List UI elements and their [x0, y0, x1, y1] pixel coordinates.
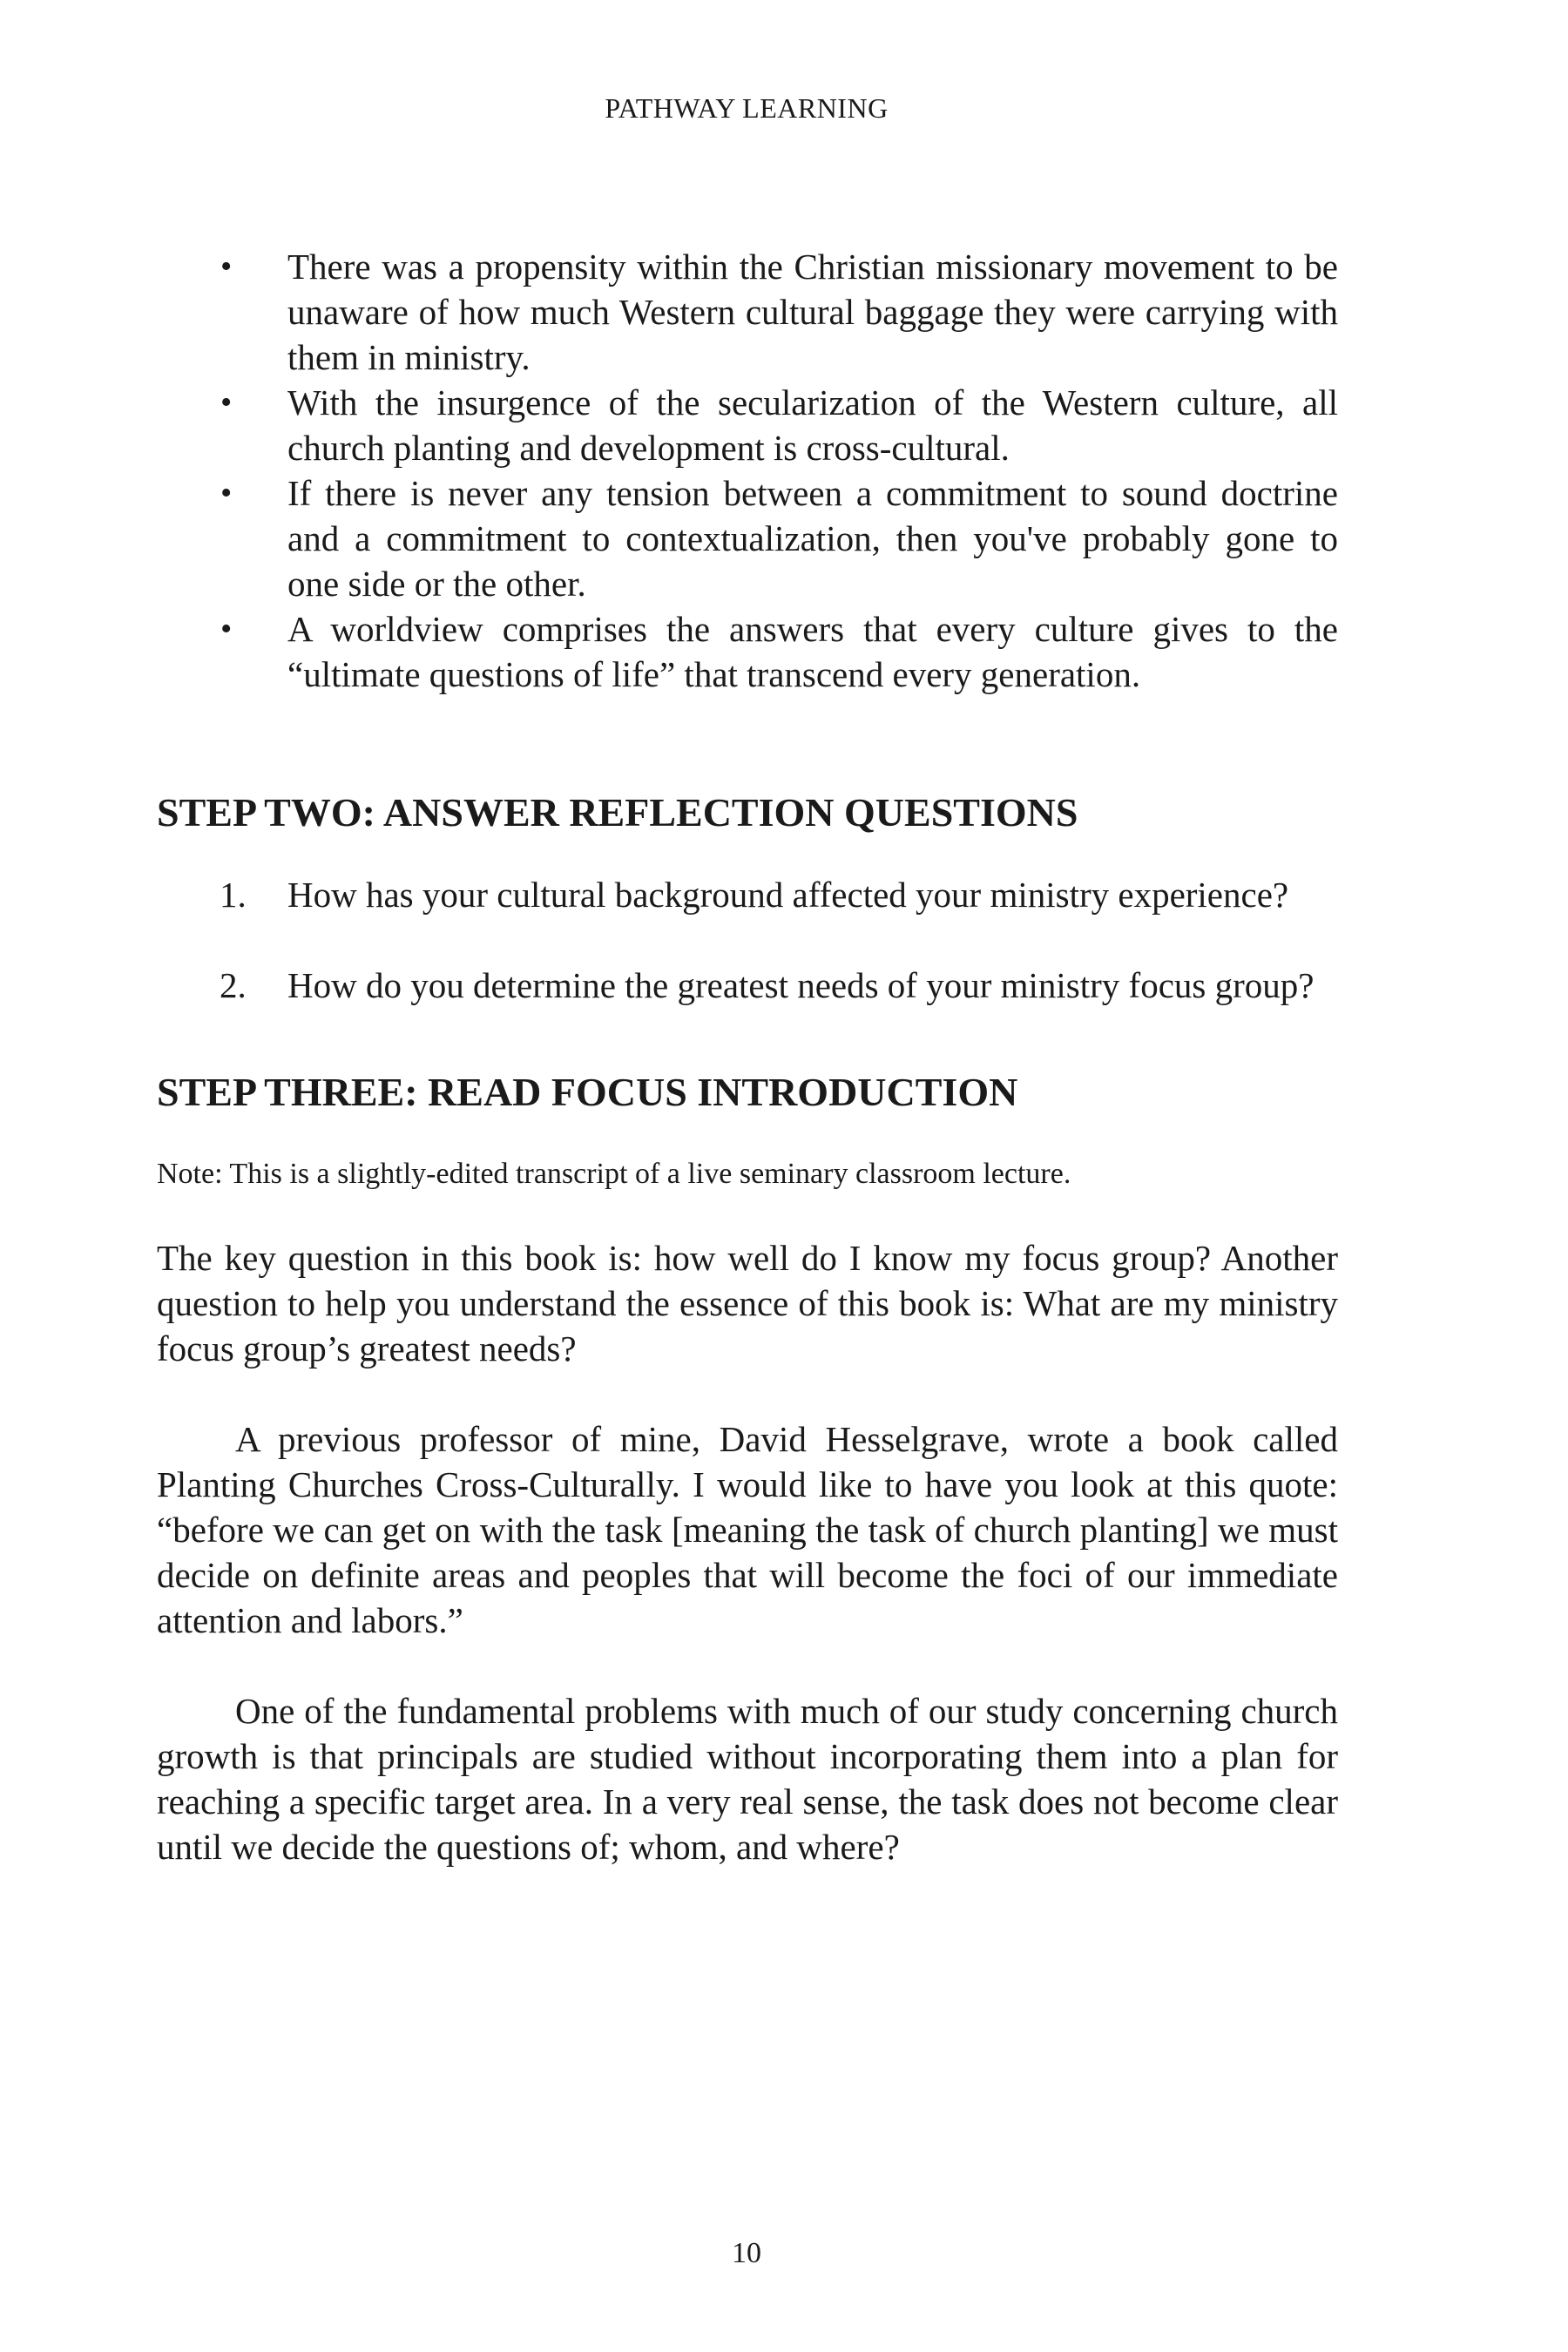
bullet-item	[157, 470, 1338, 606]
bullet-text: A worldview comprises the answers that every culture gives to the “ultimate questions of life” that transcend every generation.	[287, 609, 1338, 694]
bullet-icon: •	[220, 611, 233, 647]
page-number: 10	[732, 2237, 761, 2269]
summary-bullet-list	[157, 244, 1338, 697]
body-paragraph: One of the fundamental problems with much of our study concerning church growth is that principals are studied without incorporating them into a plan for reaching a specific target area. In a very real sense, the task does not become clear until we decide the questions of; whom, and where?	[157, 1691, 1338, 1867]
question-item	[157, 872, 1338, 917]
step-two-heading: STEP TWO: ANSWER REFLECTION QUESTIONS	[157, 790, 1078, 835]
bullet-item	[157, 606, 1338, 697]
question-text: How has your cultural background affected your ministry experience?	[287, 875, 1289, 915]
question-number: 1.	[220, 875, 247, 915]
bullet-item	[157, 244, 1338, 380]
bullet-text: There was a propensity within the Christian missionary movement to be unaware of how much Western cultural baggage they were carrying with them in ministry.	[287, 247, 1338, 377]
bullet-icon: •	[220, 248, 233, 285]
bullet-icon: •	[220, 475, 233, 511]
bullet-icon: •	[220, 384, 233, 421]
bullet-text: If there is never any tension between a commitment to sound doctrine and a commitment to contextualization, then you've probably gone to one side or the other.	[287, 473, 1338, 604]
question-number: 2.	[220, 965, 247, 1005]
body-paragraph: The key question in this book is: how well do I know my focus group? Another question to help you understand the essence of this book is: What are my ministry focus group’s greatest needs?	[157, 1238, 1338, 1369]
bullet-text: With the insurgence of the secularization of the Western culture, all church planting and development is cross-cultural.	[287, 382, 1338, 468]
page-body	[157, 244, 1338, 1869]
question-item	[157, 963, 1338, 1008]
reflection-question-list	[157, 872, 1338, 1008]
transcript-note: Note: This is a slightly-edited transcript of a live seminary classroom lecture.	[157, 1158, 1071, 1190]
body-paragraph: A previous professor of mine, David Hesselgrave, wrote a book called Planting Churches Cross-Culturally. I would like to have you look at this quote: “before we can get on with the task [meaning the task of church planting] we must decide on definite areas and peoples that will become the foci of our immediate attention and labors.”	[157, 1419, 1338, 1640]
bullet-item	[157, 380, 1338, 470]
question-text: How do you determine the greatest needs of your ministry focus group?	[287, 965, 1315, 1005]
step-three-heading: STEP THREE: READ FOCUS INTRODUCTION	[157, 1070, 1018, 1114]
running-header: PATHWAY LEARNING	[605, 92, 889, 124]
